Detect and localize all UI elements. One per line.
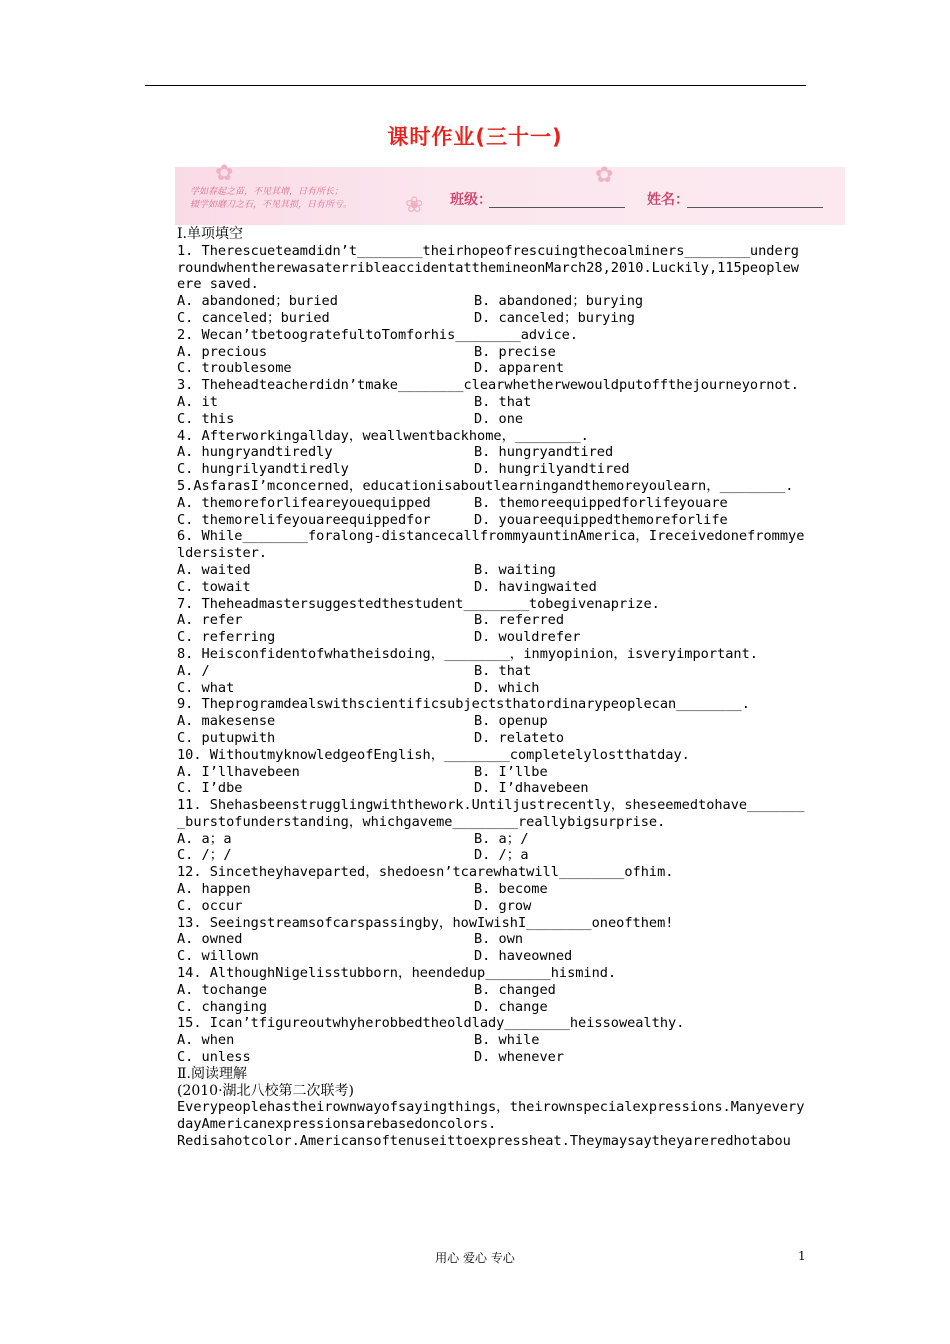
answer-option[interactable]: D. hungrilyandtired bbox=[474, 461, 630, 478]
option-row bbox=[145, 982, 807, 999]
answer-option[interactable]: C. canceled；buried bbox=[177, 309, 330, 326]
option-row bbox=[145, 1049, 807, 1066]
question-stem: 9. Theprogramdealswithscientificsubjectsthatordinarypeoplecan________. bbox=[177, 696, 750, 713]
question-stem: 4. Afterworkingallday，weallwentbackhome，________. bbox=[177, 427, 589, 444]
answer-option[interactable]: C. towait bbox=[177, 578, 251, 595]
answer-option[interactable]: B. openup bbox=[474, 713, 548, 730]
answer-option[interactable]: B. precise bbox=[474, 343, 556, 360]
answer-option[interactable]: D. youareequippedthemoreforlife bbox=[474, 511, 728, 528]
answer-option[interactable]: A. precious bbox=[177, 343, 268, 360]
answer-option[interactable]: B. while bbox=[474, 1032, 540, 1049]
option-row bbox=[145, 293, 807, 310]
flower-icon: ❀ bbox=[405, 193, 424, 218]
option-row bbox=[145, 344, 807, 361]
answer-option[interactable]: B. I’llbe bbox=[474, 763, 548, 780]
answer-option[interactable]: A. I’llhavebeen bbox=[177, 763, 300, 780]
answer-option[interactable]: D. apparent bbox=[474, 360, 565, 377]
answer-option[interactable]: B. that bbox=[474, 393, 532, 410]
answer-option[interactable]: D. relateto bbox=[474, 729, 565, 746]
answer-option[interactable]: C. this bbox=[177, 410, 235, 427]
answer-option[interactable]: C. unless bbox=[177, 1049, 251, 1066]
question-stem: 12. Sincetheyhaveparted，shedoesn’tcarewhatwill________ofhim. bbox=[177, 864, 674, 881]
option-row bbox=[145, 999, 807, 1016]
option-row bbox=[145, 394, 807, 411]
passage-paragraph: Everypeoplehastheirownwayofsayingthings，theirownspecialexpressions.ManyeverydayAmericanexpressionsarebasedoncolors. bbox=[177, 1099, 805, 1133]
answer-option[interactable]: D. grow bbox=[474, 897, 532, 914]
option-row bbox=[145, 898, 807, 915]
option-row bbox=[145, 495, 807, 512]
section-heading: Ⅱ.阅读理解 bbox=[177, 1065, 247, 1082]
answer-option[interactable]: A. it bbox=[177, 393, 218, 410]
answer-option[interactable]: A. tochange bbox=[177, 981, 268, 998]
question-list bbox=[145, 243, 807, 1066]
answer-option[interactable]: A. abandoned；buried bbox=[177, 293, 338, 310]
answer-option[interactable]: B. changed bbox=[474, 981, 556, 998]
question-stem: 3. Theheadteacherdidn’tmake________clearwhetherwewouldputoffthejourneyornot. bbox=[177, 377, 799, 394]
answer-option[interactable]: B. that bbox=[474, 662, 532, 679]
answer-option[interactable]: C. what bbox=[177, 679, 235, 696]
class-field[interactable] bbox=[489, 207, 625, 208]
answer-option[interactable]: B. referred bbox=[474, 612, 565, 629]
answer-option[interactable]: D. change bbox=[474, 998, 548, 1015]
answer-option[interactable]: C. hungrilyandtiredly bbox=[177, 461, 349, 478]
flower-icon: ✿ bbox=[595, 163, 614, 188]
answer-option[interactable]: A. themoreforlifeareyouequipped bbox=[177, 494, 431, 511]
answer-option[interactable]: D. canceled；burying bbox=[474, 309, 635, 326]
option-row bbox=[145, 360, 807, 377]
answer-option[interactable]: B. hungryandtired bbox=[474, 444, 614, 461]
option-row bbox=[145, 562, 807, 579]
option-row bbox=[145, 579, 807, 596]
answer-option[interactable]: C. /；/ bbox=[177, 847, 232, 864]
option-row bbox=[145, 780, 807, 797]
option-row bbox=[145, 629, 807, 646]
page-title: 课时作业(三十一) bbox=[387, 125, 563, 149]
answer-option[interactable]: D. one bbox=[474, 410, 524, 427]
option-row bbox=[145, 847, 807, 864]
answer-option[interactable]: B. abandoned；burying bbox=[474, 293, 644, 310]
option-row bbox=[145, 612, 807, 629]
answer-option[interactable]: B. themoreequippedforlifeyouare bbox=[474, 494, 728, 511]
name-field[interactable] bbox=[687, 207, 823, 208]
answer-option[interactable]: C. troublesome bbox=[177, 360, 292, 377]
motto-line: 学如春起之苗，不见其增，日有所长； bbox=[190, 187, 344, 197]
motto bbox=[190, 186, 352, 212]
header-rule bbox=[145, 85, 806, 86]
exercise-content bbox=[145, 226, 807, 1150]
answer-option[interactable]: C. changing bbox=[177, 998, 268, 1015]
page-number: 1 bbox=[798, 1249, 806, 1263]
answer-option[interactable]: C. referring bbox=[177, 629, 276, 646]
student-info-banner bbox=[175, 161, 845, 225]
question-stem: 7. Theheadmastersuggestedthestudent________tobegivenaprize. bbox=[177, 595, 660, 612]
page-footer: 用心 爱心 专心 bbox=[435, 1251, 515, 1265]
answer-option[interactable]: A. refer bbox=[177, 612, 243, 629]
option-row bbox=[145, 948, 807, 965]
answer-option[interactable]: C. putupwith bbox=[177, 729, 276, 746]
answer-option[interactable]: A. waited bbox=[177, 561, 251, 578]
name-label: 姓名： bbox=[647, 192, 689, 208]
question-stem: 1. Therescueteamdidn’t________theirhopeofrescuingthecoalminers________undergroundwhentherewasaterribleaccidentatthemineonMarch28,2010.Luckily,115peoplewere saved. bbox=[177, 242, 799, 293]
answer-option[interactable]: C. willown bbox=[177, 948, 259, 965]
question-stem: 13. Seeingstreamsofcarspassingby，howIwishI________oneofthem! bbox=[177, 914, 674, 931]
answer-option[interactable]: A. / bbox=[177, 662, 210, 679]
answer-option[interactable]: D. wouldrefer bbox=[474, 629, 581, 646]
question-stem: 2. Wecan’tbetoogratefultoTomforhis________advice. bbox=[177, 326, 579, 343]
option-row bbox=[145, 512, 807, 529]
option-row bbox=[145, 1032, 807, 1049]
option-row bbox=[145, 713, 807, 730]
answer-option[interactable]: B. waiting bbox=[474, 561, 556, 578]
option-row bbox=[145, 764, 807, 781]
option-row bbox=[145, 444, 807, 461]
answer-option[interactable]: D. I’dhavebeen bbox=[474, 780, 589, 797]
motto-line: 辍学如磨刀之石，不见其损，日有所亏。 bbox=[190, 200, 353, 210]
option-row bbox=[145, 663, 807, 680]
answer-option[interactable]: A. hungryandtiredly bbox=[177, 444, 333, 461]
answer-option[interactable]: C. I’dbe bbox=[177, 780, 243, 797]
answer-option[interactable]: D. whenever bbox=[474, 1049, 565, 1066]
answer-option[interactable]: A. when bbox=[177, 1032, 235, 1049]
answer-option[interactable]: B. a；/ bbox=[474, 830, 529, 847]
answer-option[interactable]: A. owned bbox=[177, 931, 243, 948]
option-row bbox=[145, 461, 807, 478]
class-label: 班级： bbox=[450, 192, 492, 208]
option-row bbox=[145, 881, 807, 898]
question-stem: 11. Shehasbeenstrugglingwiththework.Untiljustrecently，sheseemedtohave________burstofunderstanding，whichgaveme________reallybigsurprise. bbox=[177, 797, 805, 830]
answer-option[interactable]: C. themorelifeyouareequippedfor bbox=[177, 511, 431, 528]
question-stem: 10. WithoutmyknowledgeofEnglish，________completelylostthatday. bbox=[177, 746, 690, 763]
option-row bbox=[145, 680, 807, 697]
option-row bbox=[145, 931, 807, 948]
option-row bbox=[145, 310, 807, 327]
answer-option[interactable]: D. haveowned bbox=[474, 948, 573, 965]
option-row bbox=[145, 831, 807, 848]
question-stem: 15. Ican’tfigureoutwhyherobbedtheoldlady________heissowealthy. bbox=[177, 1015, 685, 1032]
answer-option[interactable]: A. makesense bbox=[177, 713, 276, 730]
option-row bbox=[145, 411, 807, 428]
answer-option[interactable]: C. occur bbox=[177, 897, 243, 914]
question-stem: 5.AsfarasI’mconcerned，educationisaboutlearningandthemoreyoulearn，________. bbox=[177, 477, 794, 494]
section-heading: Ⅰ.单项填空 bbox=[177, 226, 243, 242]
answer-option[interactable]: D. which bbox=[474, 679, 540, 696]
question-stem: 14. AlthoughNigelisstubborn，heendedup________hismind. bbox=[177, 965, 617, 982]
answer-option[interactable]: A. a；a bbox=[177, 830, 232, 847]
answer-option[interactable]: D. /；a bbox=[474, 847, 529, 864]
flower-icon: ✿ bbox=[215, 161, 234, 186]
answer-option[interactable]: A. happen bbox=[177, 881, 251, 898]
question-stem: 6. While________foralong-distancecallfrommyauntinAmerica，Ireceivedonefrommyeldersister. bbox=[177, 528, 805, 562]
option-row bbox=[145, 730, 807, 747]
answer-option[interactable]: B. own bbox=[474, 931, 524, 948]
passage-paragraph: Redisahotcolor.Americansoftenuseittoexpressheat.Theymaysaytheyareredhotabou bbox=[177, 1133, 791, 1150]
reading-passage bbox=[145, 1099, 807, 1149]
question-stem: 8. Heisconfidentofwhatheisdoing，________，inmyopinion，isveryimportant. bbox=[177, 645, 758, 662]
answer-option[interactable]: B. become bbox=[474, 881, 548, 898]
passage-source: (2010·湖北八校第二次联考) bbox=[177, 1082, 355, 1099]
answer-option[interactable]: D. havingwaited bbox=[474, 578, 597, 595]
